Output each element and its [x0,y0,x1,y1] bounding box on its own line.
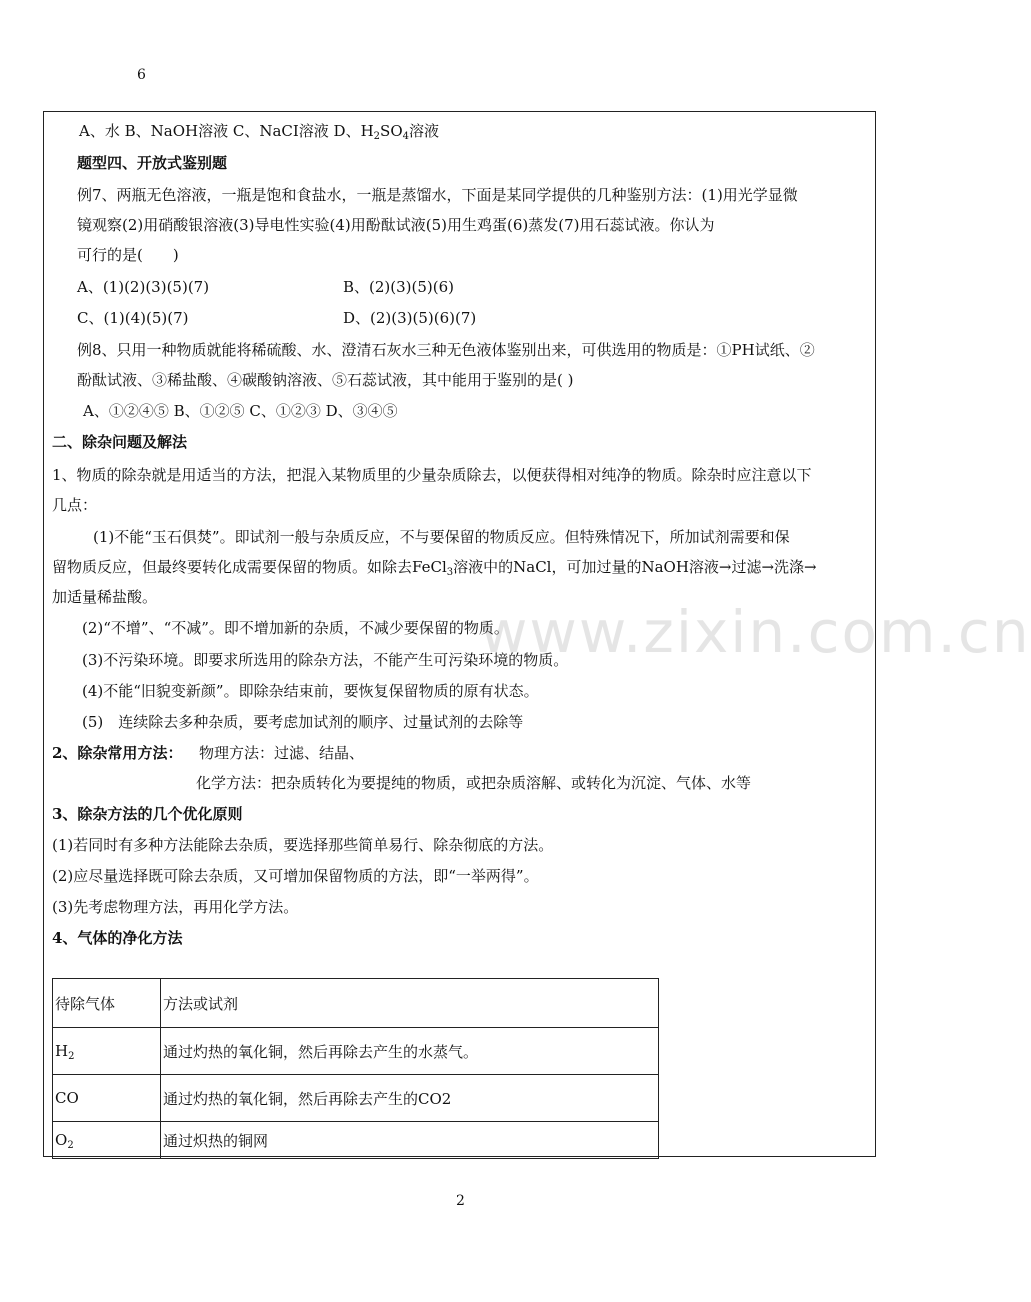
methods-physical: 物理方法：过滤、结晶、 [199,744,365,762]
table-row [53,1122,659,1159]
methods-chemical: 化学方法：把杂质转化为要提纯的物质，或把杂质溶解、或转化为沉淀、气体、水等 [196,774,752,792]
principle3: (3)先考虑物理方法，再用化学方法。 [52,898,299,916]
paragraph1-line1: 1、物质的除杂就是用适当的方法，把混入某物质里的少量杂质除去，以便获得相对纯净的物质。除杂时应注意以下 [52,466,812,484]
section-two-heading: 二、除杂问题及解法 [52,433,188,451]
rule5: (5) 连续除去多种杂质，要考虑加试剂的顺序、过量试剂的去除等 [82,713,524,731]
example7-option-d: D、(2)(3)(5)(6)(7) [343,309,477,327]
example7-option-a: A、(1)(2)(3)(5)(7) [77,278,210,296]
method-cell: 通过灼热的氧化铜，然后再除去产生的CO2 [161,1075,659,1122]
example8-line1: 例8、只用一种物质就能将稀硫酸、水、澄清石灰水三种无色液体鉴别出来，可供选用的物质是：①PH试纸、② [77,341,815,359]
table-row [53,1075,659,1122]
gas-cell: CO [53,1075,161,1122]
section-three-heading: 3、除杂方法的几个优化原则 [52,805,243,823]
gas-cell: $O_2$ [53,1122,161,1159]
watermark: www.zixin.com.cn [480,598,1031,666]
example7-option-b: B、(2)(3)(5)(6) [343,278,455,296]
method-cell: 通过炽热的铜网 [161,1122,659,1159]
options-previous-question: A、水 B、NaOH溶液 C、NaCI溶液 D、$H_2SO_4$溶液 [79,122,440,142]
table-header-row [53,979,659,1028]
top-page-number: 6 [137,67,146,83]
example7-line3: 可行的是( ) [77,246,179,264]
heading-type-four: 题型四、开放式鉴别题 [77,154,228,172]
rule4: (4)不能“旧貌变新颜”。即除杂结束前，要恢复保留物质的原有状态。 [82,682,539,700]
methods-label: 2、除杂常用方法： [52,744,183,762]
rule1-line2: 留物质反应，但最终要转化成需要保留的物质。如除去FeCl$_3$溶液中的NaCl，可加过量的NaOH溶液→过滤→洗涤→ [52,558,817,578]
header-method: 方法或试剂 [161,979,659,1028]
gas-purification-table [52,978,659,1159]
bottom-page-number: 2 [456,1193,465,1209]
rule3: (3)不污染环境。即要求所选用的除杂方法，不能产生可污染环境的物质。 [82,651,569,669]
header-gas: 待除气体 [53,979,161,1028]
method-cell: 通过灼热的氧化铜，然后再除去产生的水蒸气。 [161,1028,659,1075]
rule1-line3: 加适量稀盐酸。 [52,588,158,606]
table-row [53,1028,659,1075]
example8-options: A、①②④⑤ B、①②⑤ C、①②③ D、③④⑤ [83,402,398,420]
rule1-line1: (1)不能“玉石俱焚”。即试剂一般与杂质反应，不与要保留的物质反应。但特殊情况下，所加试剂需要和保 [93,528,790,546]
example7-line2: 镜观察(2)用硝酸银溶液(3)导电性实验(4)用酚酞试液(5)用生鸡蛋(6)蒸发(7)用石蕊试液。你认为 [77,216,715,234]
example7-line1: 例7、两瓶无色溶液，一瓶是饱和食盐水，一瓶是蒸馏水，下面是某同学提供的几种鉴别方法：(1)用光学显微 [77,186,798,204]
example7-option-c: C、(1)(4)(5)(7) [77,309,189,327]
example8-line2: 酚酞试液、③稀盐酸、④碳酸钠溶液、⑤石蕊试液，其中能用于鉴别的是( ) [77,371,574,389]
principle1: (1)若同时有多种方法能除去杂质，要选择那些简单易行、除杂彻底的方法。 [52,836,554,854]
section-four-heading: 4、气体的净化方法 [52,929,183,947]
rule2: (2)“不增”、“不减”。即不增加新的杂质，不减少要保留的物质。 [82,619,509,637]
paragraph1-line2: 几点： [52,496,98,514]
gas-cell: $H_2$ [53,1028,161,1075]
principle2: (2)应尽量选择既可除去杂质，又可增加保留物质的方法，即“一举两得”。 [52,867,539,885]
